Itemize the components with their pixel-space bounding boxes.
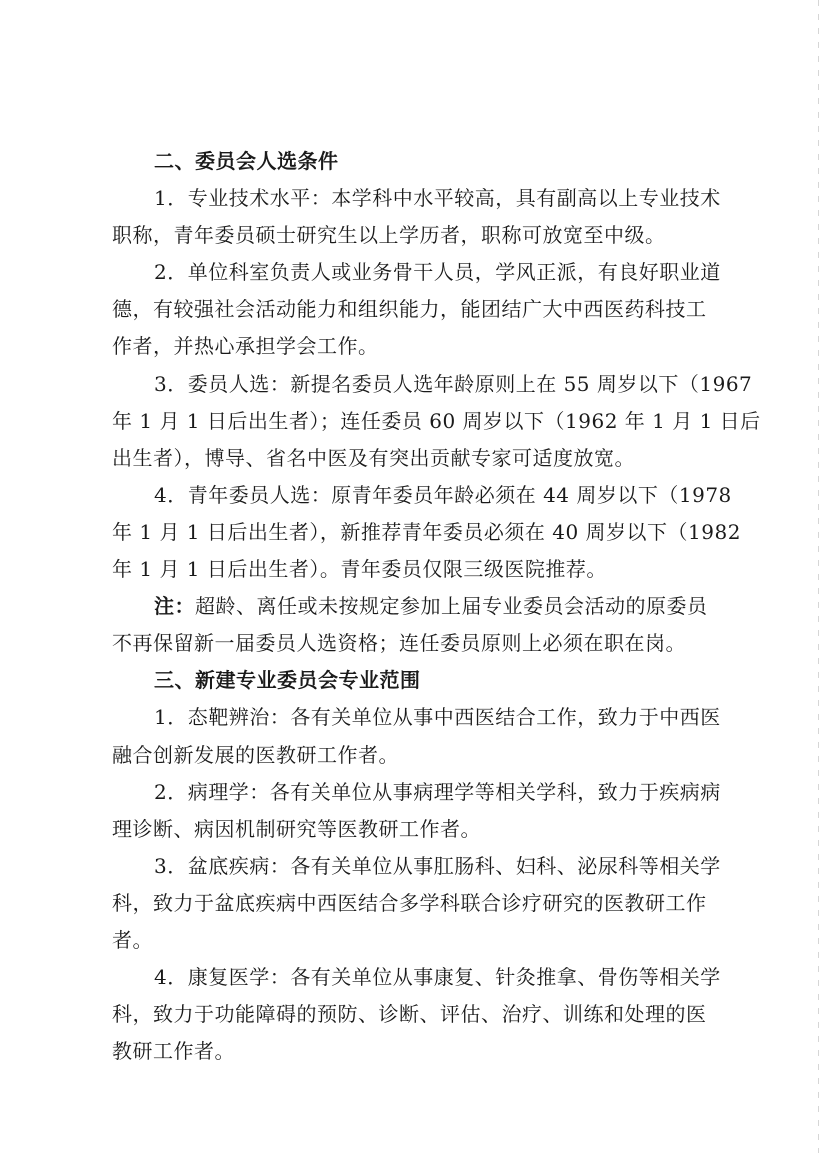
text-line <box>112 588 726 625</box>
line-text: 科，致力于功能障碍的预防、诊断、评估、治疗、训练和处理的医 <box>112 1002 707 1027</box>
line-text: 年 1 月 1 日后出生者）。青年委员仅限三级医院推荐。 <box>112 557 607 582</box>
text-line <box>112 217 726 254</box>
line-text: 年 1 月 1 日后出生者）；连任委员 60 周岁以下（1962 年 1 月 1 日后 <box>112 408 761 433</box>
line-text: 理诊断、病因机制研究等医教研工作者。 <box>112 816 481 841</box>
line-text: 教研工作者。 <box>112 1039 235 1064</box>
line-text: 科，致力于盆底疾病中西医结合多学科联合诊疗研究的医教研工作 <box>112 890 707 915</box>
line-text: 4．青年委员人选：原青年委员年龄必须在 44 周岁以下（1978 <box>154 482 732 507</box>
line-text: 2．单位科室负责人或业务骨干人员，学风正派，有良好职业道 <box>154 260 721 285</box>
text-line <box>112 440 726 477</box>
text-line <box>112 1033 726 1070</box>
line-text: 2．病理学：各有关单位从事病理学等相关学科，致力于疾病病 <box>154 779 721 804</box>
scan-edge-mark <box>818 0 819 1153</box>
note-label: 注： <box>154 594 195 619</box>
line-text: 三、新建专业委员会专业范围 <box>154 668 421 693</box>
line-text: 3．盆底疾病：各有关单位从事肛肠科、妇科、泌尿科等相关学 <box>154 853 721 878</box>
line-text: 德，有较强社会活动能力和组织能力，能团结广大中西医药科技工 <box>112 297 707 322</box>
text-line <box>112 625 726 662</box>
text-line <box>112 180 726 217</box>
line-text: 职称，青年委员硕士研究生以上学历者，职称可放宽至中级。 <box>112 223 666 248</box>
text-line <box>112 366 753 403</box>
line-text: 二、委员会人选条件 <box>154 149 339 173</box>
text-line <box>112 254 726 291</box>
text-line <box>112 959 726 996</box>
text-line <box>112 699 726 736</box>
line-text: 出生者），博导、省名中医及有突出贡献专家可适度放宽。 <box>112 445 635 470</box>
line-text: 者。 <box>112 927 153 952</box>
line-text: 1．态靶辨治：各有关单位从事中西医结合工作，致力于中西医 <box>154 705 721 730</box>
section-heading <box>112 143 726 180</box>
line-text: 不再保留新一届委员人选资格；连任委员原则上必须在职在岗。 <box>112 631 686 656</box>
text-line <box>112 477 732 514</box>
section-heading <box>112 662 726 699</box>
line-text: 年 1 月 1 日后出生者），新推荐青年委员必须在 40 周岁以下（1982 <box>112 519 741 544</box>
line-text: 作者，并热心承担学会工作。 <box>112 334 379 359</box>
text-line <box>112 737 726 774</box>
text-line <box>112 403 761 440</box>
text-line <box>112 885 726 922</box>
text-line <box>112 291 726 328</box>
line-text: 融合创新发展的医教研工作者。 <box>112 742 399 767</box>
text-line <box>112 514 741 551</box>
text-line <box>112 328 726 365</box>
line-text: 超龄、离任或未按规定参加上届专业委员会活动的原委员 <box>195 594 708 619</box>
text-line <box>112 551 726 588</box>
text-line <box>112 848 726 885</box>
text-line <box>112 922 726 959</box>
line-text: 4．康复医学：各有关单位从事康复、针灸推拿、骨伤等相关学 <box>154 965 721 990</box>
line-text: 3．委员人选：新提名委员人选年龄原则上在 55 周岁以下（1967 <box>154 371 753 396</box>
text-line <box>112 811 726 848</box>
text-line <box>112 774 726 811</box>
document-body <box>112 143 761 1070</box>
text-line <box>112 996 726 1033</box>
line-text: 1．专业技术水平：本学科中水平较高，具有副高以上专业技术 <box>154 186 721 211</box>
